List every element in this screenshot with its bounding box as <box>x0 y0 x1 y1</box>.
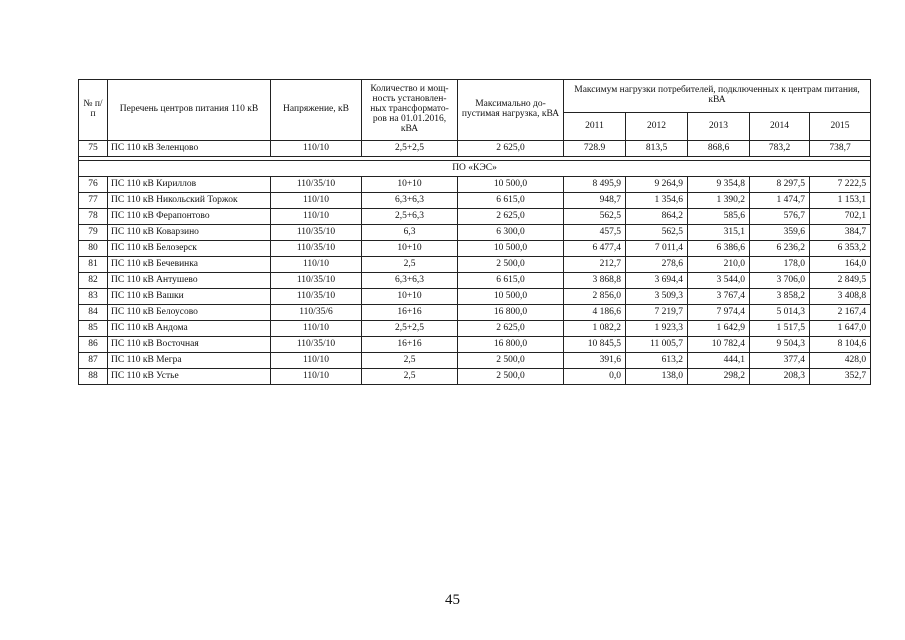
cell-load: 738,7 <box>810 141 871 157</box>
cell-load: 6 477,4 <box>564 241 626 257</box>
header-num: № п/п <box>79 80 108 141</box>
cell-transformers: 2,5+6,3 <box>362 209 458 225</box>
cell-name: ПС 110 кВ Антушево <box>108 273 271 289</box>
cell-load: 10 782,4 <box>688 337 750 353</box>
cell-load: 4 186,6 <box>564 305 626 321</box>
cell-name: ПС 110 кВ Белозерск <box>108 241 271 257</box>
cell-voltage: 110/35/6 <box>271 305 362 321</box>
header-year: 2011 <box>564 113 626 141</box>
header-year: 2013 <box>688 113 750 141</box>
cell-load: 3 544,0 <box>688 273 750 289</box>
cell-max-load: 6 615,0 <box>458 193 564 209</box>
cell-max-load: 2 625,0 <box>458 321 564 337</box>
cell-load: 1 082,2 <box>564 321 626 337</box>
cell-load: 3 706,0 <box>750 273 810 289</box>
cell-num: 75 <box>79 141 108 157</box>
cell-max-load: 2 625,0 <box>458 209 564 225</box>
cell-name: ПС 110 кВ Устье <box>108 369 271 385</box>
header-row <box>79 80 871 113</box>
cell-load: 428,0 <box>810 353 871 369</box>
cell-transformers: 16+16 <box>362 305 458 321</box>
cell-load: 728.9 <box>564 141 626 157</box>
cell-name: ПС 110 кВ Коварзино <box>108 225 271 241</box>
table-row <box>79 209 871 225</box>
cell-load: 7 222,5 <box>810 177 871 193</box>
cell-load: 0,0 <box>564 369 626 385</box>
cell-load: 457,5 <box>564 225 626 241</box>
cell-max-load: 10 500,0 <box>458 241 564 257</box>
cell-max-load: 2 625,0 <box>458 141 564 157</box>
cell-name: ПС 110 кВ Восточная <box>108 337 271 353</box>
table-row <box>79 225 871 241</box>
cell-load: 1 647,0 <box>810 321 871 337</box>
cell-num: 79 <box>79 225 108 241</box>
cell-load: 10 845,5 <box>564 337 626 353</box>
cell-load: 9 264,9 <box>626 177 688 193</box>
cell-load: 1 923,3 <box>626 321 688 337</box>
cell-name: ПС 110 кВ Вашки <box>108 289 271 305</box>
cell-max-load: 2 500,0 <box>458 257 564 273</box>
group-row <box>79 161 871 177</box>
cell-load: 1 474,7 <box>750 193 810 209</box>
cell-load: 3 509,3 <box>626 289 688 305</box>
cell-load: 1 642,9 <box>688 321 750 337</box>
cell-transformers: 16+16 <box>362 337 458 353</box>
cell-transformers: 10+10 <box>362 289 458 305</box>
page-number: 45 <box>445 592 460 608</box>
cell-name: ПС 110 кВ Мегра <box>108 353 271 369</box>
cell-load: 3 858,2 <box>750 289 810 305</box>
cell-load: 6 353,2 <box>810 241 871 257</box>
cell-num: 78 <box>79 209 108 225</box>
cell-max-load: 2 500,0 <box>458 369 564 385</box>
cell-load: 576,7 <box>750 209 810 225</box>
cell-transformers: 2,5 <box>362 369 458 385</box>
cell-transformers: 10+10 <box>362 177 458 193</box>
header-year: 2015 <box>810 113 871 141</box>
cell-voltage: 110/10 <box>271 141 362 157</box>
cell-load: 210,0 <box>688 257 750 273</box>
substation-load-table <box>78 79 871 385</box>
cell-voltage: 110/10 <box>271 209 362 225</box>
header-voltage: Напряжение, кВ <box>271 80 362 141</box>
table-row <box>79 177 871 193</box>
cell-name: ПС 110 кВ Никольский Торжок <box>108 193 271 209</box>
cell-load: 391,6 <box>564 353 626 369</box>
cell-load: 3 868,8 <box>564 273 626 289</box>
cell-transformers: 2,5+2,5 <box>362 141 458 157</box>
cell-load: 9 504,3 <box>750 337 810 353</box>
cell-load: 2 167,4 <box>810 305 871 321</box>
header-consumers: Максимум нагрузки потребителей, подключенных к центрам питания, кВА <box>564 80 871 113</box>
table-row <box>79 289 871 305</box>
cell-load: 562,5 <box>626 225 688 241</box>
table-row <box>79 141 871 157</box>
cell-name: ПС 110 кВ Белоусово <box>108 305 271 321</box>
cell-load: 315,1 <box>688 225 750 241</box>
cell-num: 85 <box>79 321 108 337</box>
table-row <box>79 257 871 273</box>
cell-voltage: 110/10 <box>271 193 362 209</box>
cell-load: 138,0 <box>626 369 688 385</box>
cell-load: 164,0 <box>810 257 871 273</box>
cell-max-load: 16 800,0 <box>458 337 564 353</box>
header-year: 2012 <box>626 113 688 141</box>
cell-load: 3 767,4 <box>688 289 750 305</box>
cell-load: 444,1 <box>688 353 750 369</box>
cell-load: 278,6 <box>626 257 688 273</box>
cell-load: 2 856,0 <box>564 289 626 305</box>
header-transformers: Количество и мощ-ность установлен-ных трансформато-ров на 01.01.2016, кВА <box>362 80 458 141</box>
cell-load: 7 219,7 <box>626 305 688 321</box>
cell-load: 384,7 <box>810 225 871 241</box>
cell-num: 82 <box>79 273 108 289</box>
cell-voltage: 110/35/10 <box>271 177 362 193</box>
cell-voltage: 110/10 <box>271 321 362 337</box>
cell-name: ПС 110 кВ Андома <box>108 321 271 337</box>
cell-voltage: 110/10 <box>271 353 362 369</box>
cell-max-load: 10 500,0 <box>458 177 564 193</box>
cell-load: 8 297,5 <box>750 177 810 193</box>
cell-load: 1 354,6 <box>626 193 688 209</box>
cell-transformers: 6,3+6,3 <box>362 273 458 289</box>
cell-load: 868,6 <box>688 141 750 157</box>
cell-load: 585,6 <box>688 209 750 225</box>
cell-load: 9 354,8 <box>688 177 750 193</box>
cell-load: 702,1 <box>810 209 871 225</box>
cell-load: 6 386,6 <box>688 241 750 257</box>
cell-load: 813,5 <box>626 141 688 157</box>
cell-load: 11 005,7 <box>626 337 688 353</box>
table-row <box>79 241 871 257</box>
header-max-load: Максимально до-пустимая нагрузка, кВА <box>458 80 564 141</box>
cell-load: 783,2 <box>750 141 810 157</box>
table-row <box>79 305 871 321</box>
cell-num: 84 <box>79 305 108 321</box>
cell-load: 562,5 <box>564 209 626 225</box>
cell-voltage: 110/35/10 <box>271 337 362 353</box>
cell-max-load: 16 800,0 <box>458 305 564 321</box>
cell-name: ПС 110 кВ Кириллов <box>108 177 271 193</box>
cell-num: 87 <box>79 353 108 369</box>
cell-voltage: 110/35/10 <box>271 273 362 289</box>
cell-load: 864,2 <box>626 209 688 225</box>
cell-num: 81 <box>79 257 108 273</box>
cell-load: 3 694,4 <box>626 273 688 289</box>
cell-load: 5 014,3 <box>750 305 810 321</box>
cell-max-load: 6 300,0 <box>458 225 564 241</box>
cell-voltage: 110/10 <box>271 257 362 273</box>
cell-load: 212,7 <box>564 257 626 273</box>
cell-voltage: 110/35/10 <box>271 289 362 305</box>
cell-name: ПС 110 кВ Бечевинка <box>108 257 271 273</box>
cell-load: 8 104,6 <box>810 337 871 353</box>
table-row <box>79 273 871 289</box>
cell-transformers: 2,5 <box>362 353 458 369</box>
cell-transformers: 6,3 <box>362 225 458 241</box>
cell-load: 208,3 <box>750 369 810 385</box>
table-row <box>79 321 871 337</box>
cell-load: 1 390,2 <box>688 193 750 209</box>
cell-num: 76 <box>79 177 108 193</box>
cell-load: 613,2 <box>626 353 688 369</box>
cell-num: 83 <box>79 289 108 305</box>
cell-load: 359,6 <box>750 225 810 241</box>
table-row <box>79 369 871 385</box>
cell-transformers: 10+10 <box>362 241 458 257</box>
cell-transformers: 6,3+6,3 <box>362 193 458 209</box>
cell-voltage: 110/35/10 <box>271 225 362 241</box>
cell-load: 948,7 <box>564 193 626 209</box>
cell-load: 298,2 <box>688 369 750 385</box>
cell-name: ПС 110 кВ Зеленцово <box>108 141 271 157</box>
cell-load: 7 974,4 <box>688 305 750 321</box>
cell-load: 6 236,2 <box>750 241 810 257</box>
cell-num: 86 <box>79 337 108 353</box>
cell-voltage: 110/10 <box>271 369 362 385</box>
cell-load: 7 011,4 <box>626 241 688 257</box>
header-name: Перечень центров питания 110 кВ <box>108 80 271 141</box>
cell-load: 1 153,1 <box>810 193 871 209</box>
cell-load: 178,0 <box>750 257 810 273</box>
cell-voltage: 110/35/10 <box>271 241 362 257</box>
cell-load: 8 495,9 <box>564 177 626 193</box>
cell-load: 1 517,5 <box>750 321 810 337</box>
cell-name: ПС 110 кВ Ферапонтово <box>108 209 271 225</box>
header-year: 2014 <box>750 113 810 141</box>
cell-load: 3 408,8 <box>810 289 871 305</box>
cell-max-load: 10 500,0 <box>458 289 564 305</box>
cell-num: 88 <box>79 369 108 385</box>
table-row <box>79 353 871 369</box>
cell-num: 77 <box>79 193 108 209</box>
cell-max-load: 6 615,0 <box>458 273 564 289</box>
cell-load: 352,7 <box>810 369 871 385</box>
table-row <box>79 193 871 209</box>
cell-max-load: 2 500,0 <box>458 353 564 369</box>
cell-load: 2 849,5 <box>810 273 871 289</box>
cell-transformers: 2,5 <box>362 257 458 273</box>
cell-transformers: 2,5+2,5 <box>362 321 458 337</box>
table-row <box>79 337 871 353</box>
cell-num: 80 <box>79 241 108 257</box>
group-label: ПО «КЭС» <box>79 161 871 177</box>
cell-load: 377,4 <box>750 353 810 369</box>
